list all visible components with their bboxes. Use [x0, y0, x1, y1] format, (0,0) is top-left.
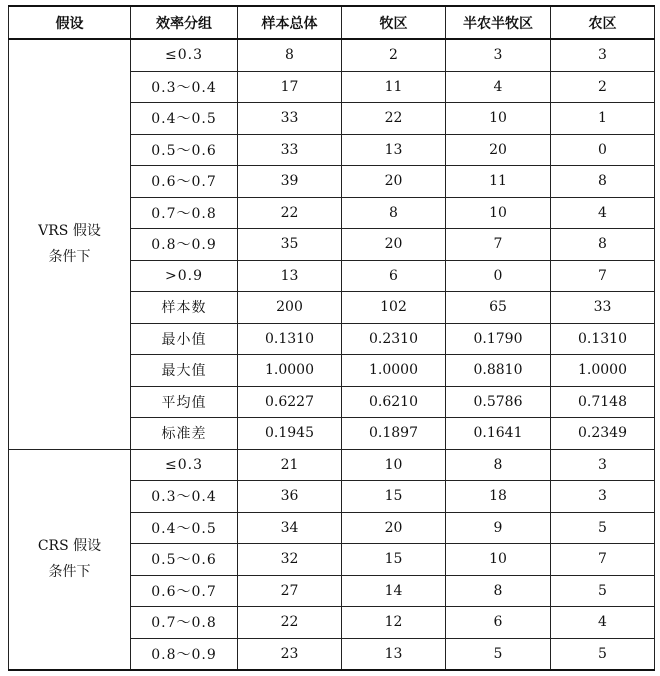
- pastoral-cell: 10: [342, 449, 446, 481]
- semi-pastoral-cell: 4: [446, 71, 551, 103]
- efficiency-table-container: [8, 5, 655, 671]
- efficiency-group-cell: 0.3～0.4: [131, 71, 238, 103]
- semi-pastoral-cell: 6: [446, 607, 551, 639]
- pastoral-cell: 0.2310: [342, 323, 446, 355]
- semi-pastoral-cell: 7: [446, 229, 551, 261]
- agricultural-cell: 8: [551, 229, 655, 261]
- assumption-group-cell: [9, 449, 131, 670]
- semi-pastoral-cell: 9: [446, 512, 551, 544]
- pastoral-cell: 20: [342, 512, 446, 544]
- agricultural-cell: 0: [551, 134, 655, 166]
- semi-pastoral-cell: 65: [446, 292, 551, 324]
- assumption-label: VRS 假设: [38, 223, 101, 240]
- header-assumption: 假设: [9, 6, 131, 39]
- assumption-group-cell: [9, 39, 131, 449]
- total-sample-cell: 17: [238, 71, 342, 103]
- agricultural-cell: 0.7148: [551, 386, 655, 418]
- total-sample-cell: 0.1945: [238, 418, 342, 450]
- efficiency-group-cell: ≤0.3: [131, 449, 238, 481]
- efficiency-table: [8, 5, 655, 671]
- pastoral-cell: 22: [342, 103, 446, 135]
- table-row: [9, 449, 655, 481]
- pastoral-cell: 11: [342, 71, 446, 103]
- agricultural-cell: 1: [551, 103, 655, 135]
- semi-pastoral-cell: 20: [446, 134, 551, 166]
- agricultural-cell: 2: [551, 71, 655, 103]
- semi-pastoral-cell: 0.1790: [446, 323, 551, 355]
- efficiency-group-cell: 0.5～0.6: [131, 544, 238, 576]
- total-sample-cell: 22: [238, 607, 342, 639]
- semi-pastoral-cell: 0: [446, 260, 551, 292]
- agricultural-cell: 5: [551, 638, 655, 670]
- efficiency-group-cell: 0.6～0.7: [131, 575, 238, 607]
- agricultural-cell: 7: [551, 260, 655, 292]
- header-agricultural: 农区: [551, 6, 655, 39]
- pastoral-cell: 20: [342, 229, 446, 261]
- efficiency-group-cell: 平均值: [131, 386, 238, 418]
- semi-pastoral-cell: 3: [446, 39, 551, 71]
- semi-pastoral-cell: 8: [446, 449, 551, 481]
- header-pastoral: 牧区: [342, 6, 446, 39]
- table-body: [9, 39, 655, 670]
- header-semi-pastoral: 半农半牧区: [446, 6, 551, 39]
- table-row: [9, 39, 655, 71]
- assumption-condition-label: 条件下: [48, 249, 91, 266]
- total-sample-cell: 23: [238, 638, 342, 670]
- agricultural-cell: 0.1310: [551, 323, 655, 355]
- pastoral-cell: 13: [342, 638, 446, 670]
- pastoral-cell: 14: [342, 575, 446, 607]
- efficiency-group-cell: 0.5～0.6: [131, 134, 238, 166]
- efficiency-group-cell: 0.3～0.4: [131, 481, 238, 513]
- pastoral-cell: 12: [342, 607, 446, 639]
- pastoral-cell: 102: [342, 292, 446, 324]
- efficiency-group-cell: 标准差: [131, 418, 238, 450]
- semi-pastoral-cell: 10: [446, 544, 551, 576]
- semi-pastoral-cell: 11: [446, 166, 551, 198]
- total-sample-cell: 27: [238, 575, 342, 607]
- semi-pastoral-cell: 8: [446, 575, 551, 607]
- efficiency-group-cell: 0.6～0.7: [131, 166, 238, 198]
- header-row: [9, 6, 655, 39]
- efficiency-group-cell: >0.9: [131, 260, 238, 292]
- total-sample-cell: 36: [238, 481, 342, 513]
- pastoral-cell: 13: [342, 134, 446, 166]
- pastoral-cell: 1.0000: [342, 355, 446, 387]
- efficiency-group-cell: 最小值: [131, 323, 238, 355]
- total-sample-cell: 39: [238, 166, 342, 198]
- pastoral-cell: 8: [342, 197, 446, 229]
- pastoral-cell: 2: [342, 39, 446, 71]
- efficiency-group-cell: 最大值: [131, 355, 238, 387]
- total-sample-cell: 33: [238, 103, 342, 135]
- agricultural-cell: 8: [551, 166, 655, 198]
- total-sample-cell: 35: [238, 229, 342, 261]
- agricultural-cell: 1.0000: [551, 355, 655, 387]
- pastoral-cell: 15: [342, 481, 446, 513]
- pastoral-cell: 6: [342, 260, 446, 292]
- header-efficiency-group: 效率分组: [131, 6, 238, 39]
- efficiency-group-cell: 样本数: [131, 292, 238, 324]
- efficiency-group-cell: 0.8～0.9: [131, 229, 238, 261]
- pastoral-cell: 0.6210: [342, 386, 446, 418]
- semi-pastoral-cell: 0.5786: [446, 386, 551, 418]
- agricultural-cell: 0.2349: [551, 418, 655, 450]
- efficiency-group-cell: 0.4～0.5: [131, 512, 238, 544]
- agricultural-cell: 5: [551, 575, 655, 607]
- total-sample-cell: 13: [238, 260, 342, 292]
- semi-pastoral-cell: 10: [446, 103, 551, 135]
- agricultural-cell: 3: [551, 481, 655, 513]
- efficiency-group-cell: 0.4～0.5: [131, 103, 238, 135]
- semi-pastoral-cell: 5: [446, 638, 551, 670]
- efficiency-group-cell: 0.7～0.8: [131, 607, 238, 639]
- semi-pastoral-cell: 18: [446, 481, 551, 513]
- total-sample-cell: 0.6227: [238, 386, 342, 418]
- assumption-condition-label: 条件下: [48, 564, 91, 581]
- total-sample-cell: 0.1310: [238, 323, 342, 355]
- semi-pastoral-cell: 0.8810: [446, 355, 551, 387]
- agricultural-cell: 3: [551, 39, 655, 71]
- pastoral-cell: 20: [342, 166, 446, 198]
- total-sample-cell: 32: [238, 544, 342, 576]
- agricultural-cell: 4: [551, 607, 655, 639]
- assumption-label: CRS 假设: [37, 538, 102, 555]
- pastoral-cell: 15: [342, 544, 446, 576]
- pastoral-cell: 0.1897: [342, 418, 446, 450]
- semi-pastoral-cell: 10: [446, 197, 551, 229]
- agricultural-cell: 33: [551, 292, 655, 324]
- total-sample-cell: 1.0000: [238, 355, 342, 387]
- agricultural-cell: 5: [551, 512, 655, 544]
- header-total-sample: 样本总体: [238, 6, 342, 39]
- agricultural-cell: 3: [551, 449, 655, 481]
- total-sample-cell: 8: [238, 39, 342, 71]
- efficiency-group-cell: 0.7～0.8: [131, 197, 238, 229]
- total-sample-cell: 33: [238, 134, 342, 166]
- efficiency-group-cell: ≤0.3: [131, 39, 238, 71]
- agricultural-cell: 7: [551, 544, 655, 576]
- total-sample-cell: 22: [238, 197, 342, 229]
- efficiency-group-cell: 0.8～0.9: [131, 638, 238, 670]
- semi-pastoral-cell: 0.1641: [446, 418, 551, 450]
- agricultural-cell: 4: [551, 197, 655, 229]
- total-sample-cell: 21: [238, 449, 342, 481]
- total-sample-cell: 200: [238, 292, 342, 324]
- total-sample-cell: 34: [238, 512, 342, 544]
